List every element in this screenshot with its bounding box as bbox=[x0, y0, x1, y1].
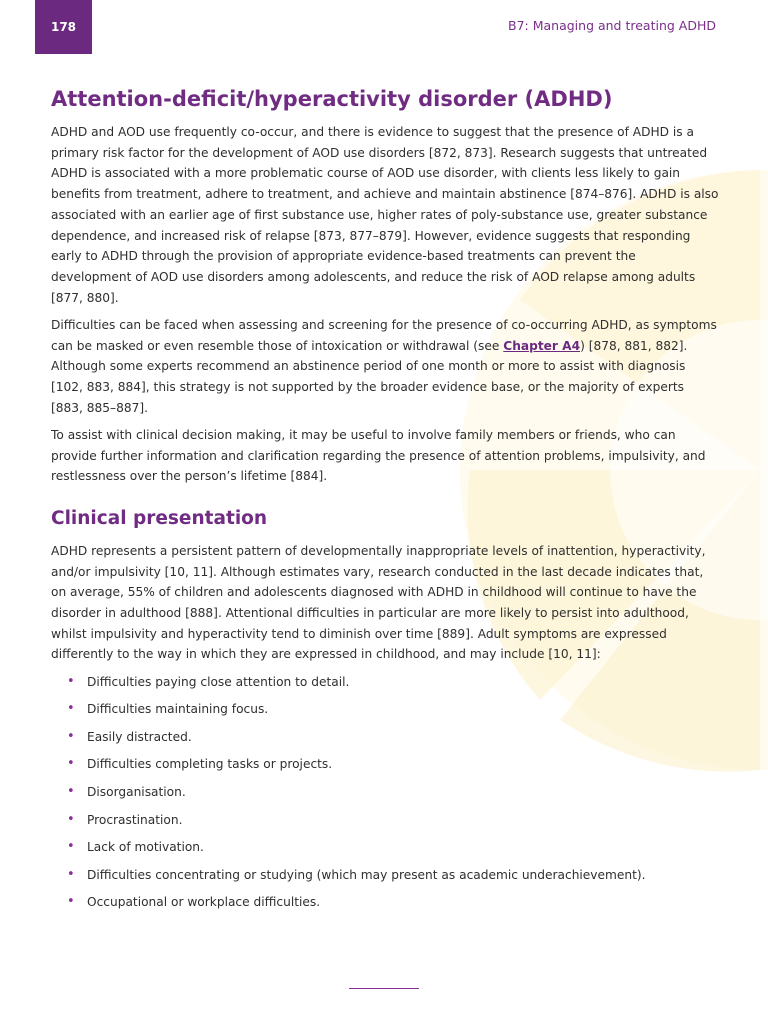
bullet-icon: • bbox=[67, 866, 75, 882]
bullet-icon: • bbox=[67, 728, 75, 744]
symptom-list-item bbox=[51, 837, 719, 857]
bullet-icon: • bbox=[67, 811, 75, 827]
paragraph-assessment-text-2: ) [878, 881, 882]. Although some experts recommend an abstinence period of one month or more to assist with diagnosis [102, 883, 884], this strategy is not supported by the broader evidence base, or the majority of experts [883, 885–887]. bbox=[51, 338, 688, 415]
symptom-text: Occupational or workplace difficulties. bbox=[87, 895, 321, 910]
symptom-text: Disorganisation. bbox=[87, 785, 186, 800]
page-number-tab bbox=[35, 0, 92, 54]
symptom-list-item bbox=[51, 810, 719, 830]
chapter-a4-link[interactable]: Chapter A4 bbox=[503, 338, 581, 353]
symptom-text: Difficulties completing tasks or projects. bbox=[87, 757, 333, 772]
symptom-text: Difficulties paying close attention to detail. bbox=[87, 674, 350, 689]
symptom-list-item bbox=[51, 699, 719, 719]
paragraph-clinical-decision: To assist with clinical decision making, it may be useful to involve family members or friends, who can provide further information and clarification regarding the presence of attention problems, impulsivity, and restlessness over the person’s lifetime [884]. bbox=[51, 427, 706, 484]
bullet-icon: • bbox=[67, 756, 75, 772]
section-title-adhd: Attention-deficit/hyperactivity disorder (ADHD) bbox=[51, 87, 613, 111]
symptom-text: Easily distracted. bbox=[87, 729, 192, 744]
main-content bbox=[51, 84, 719, 920]
bullet-icon: • bbox=[67, 701, 75, 717]
symptom-list bbox=[51, 672, 719, 913]
bullet-icon: • bbox=[67, 673, 75, 689]
symptom-list-item bbox=[51, 782, 719, 802]
paragraph-assessment-text-1: Difficulties can be faced when assessing and screening for the presence of co-occurring ADHD, as symptoms can be masked or even resemble those of intoxication or withdrawal (see bbox=[51, 317, 717, 353]
running-head: B7: Managing and treating ADHD bbox=[508, 18, 716, 33]
symptom-list-item bbox=[51, 865, 719, 885]
symptom-text: Difficulties concentrating or studying (which may present as academic underachievement). bbox=[87, 867, 646, 882]
paragraph-assessment bbox=[51, 315, 719, 419]
symptom-list-item bbox=[51, 727, 719, 747]
symptom-text: Procrastination. bbox=[87, 812, 183, 827]
symptom-list-item bbox=[51, 754, 719, 774]
symptom-list-item bbox=[51, 672, 719, 692]
paragraph-clinical-presentation: ADHD represents a persistent pattern of developmentally inappropriate levels of inattention, hyperactivity, and/or impulsivity [10, 11]. Although estimates vary, research conducted in the last decade indicates that, on average, 55% of children and adolescents diagnosed with ADHD in childhood will continue to have the disorder in adulthood [888]. Attentional difficulties in particular are more likely to persist into adulthood, whilst impulsivity and hyperactivity tend to diminish over time [889]. Adult symptoms are expressed differently to the way in which they are expressed in childhood, and may include [10, 11]: bbox=[51, 543, 706, 662]
section-title-clinical-presentation: Clinical presentation bbox=[51, 507, 268, 529]
footer-divider bbox=[349, 988, 419, 989]
symptom-text: Difficulties maintaining focus. bbox=[87, 702, 269, 717]
symptom-text: Lack of motivation. bbox=[87, 840, 204, 855]
bullet-icon: • bbox=[67, 784, 75, 800]
symptom-list-item bbox=[51, 892, 719, 912]
page-number: 178 bbox=[50, 20, 77, 34]
paragraph-intro: ADHD and AOD use frequently co-occur, and there is evidence to suggest that the presence of ADHD is a primary risk factor for the development of AOD use disorders [872, 873]. Research suggests that untreated ADHD is associated with a more problematic course of AOD use disorder, with clients less likely to gain benefits from treatment, adhere to treatment, and achieve and maintain abstinence [874–876]. ADHD is also associated with an earlier age of first substance use, higher rates of poly-substance use, greater substance dependence, and increased risk of relapse [873, 877–879]. However, evidence suggests that responding early to ADHD through the provision of appropriate evidence-based treatments can prevent the development of AOD use disorders among adolescents, and reduce the risk of AOD relapse among adults [877, 880]. bbox=[51, 125, 719, 305]
bullet-icon: • bbox=[67, 894, 75, 910]
bullet-icon: • bbox=[67, 839, 75, 855]
